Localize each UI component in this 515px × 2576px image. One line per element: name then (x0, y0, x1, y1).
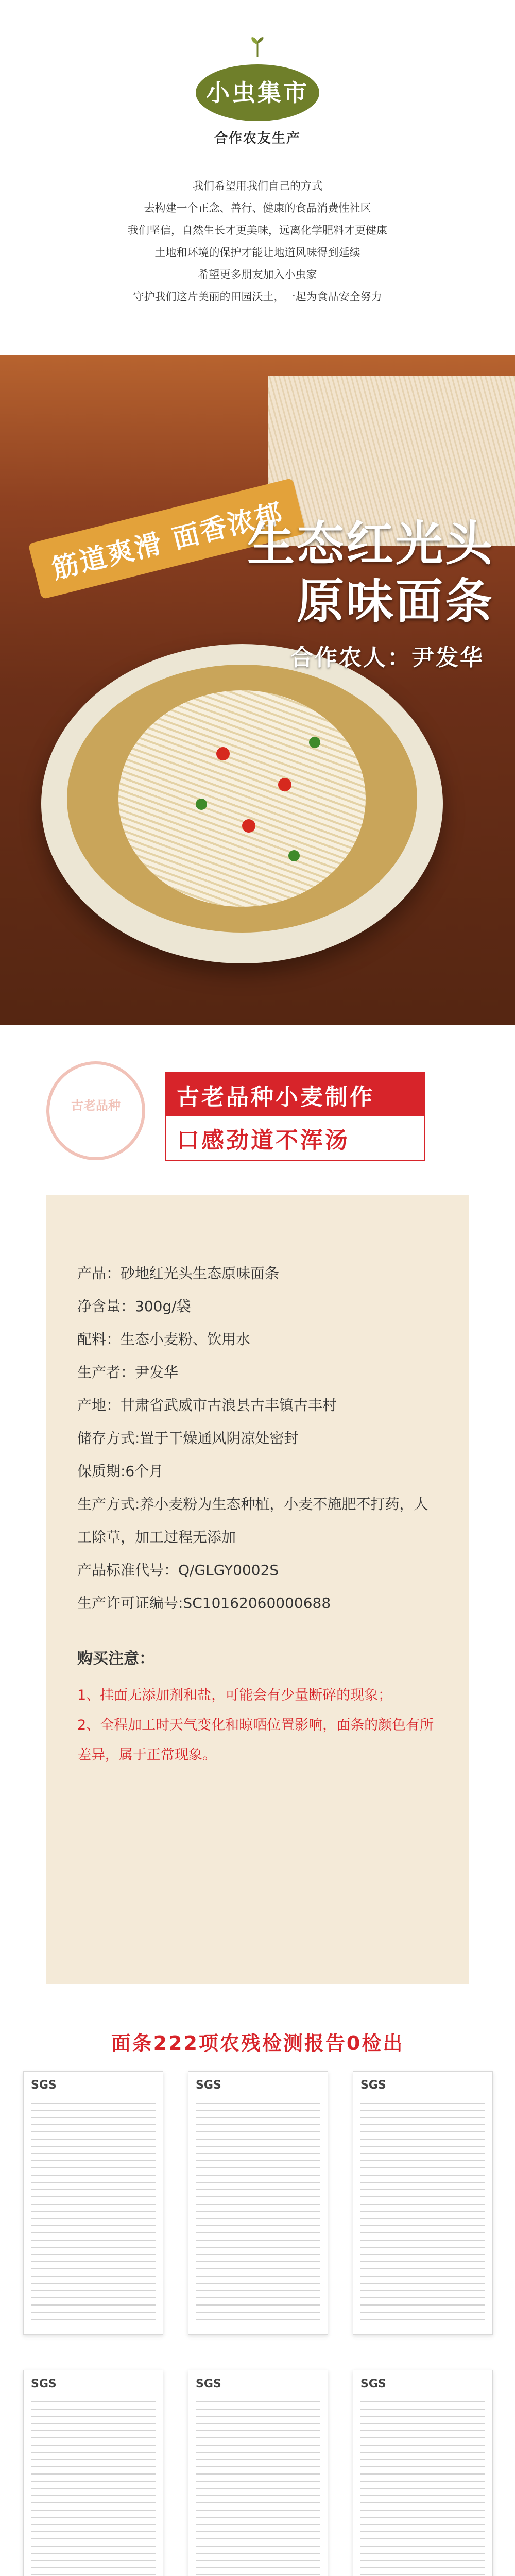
hero-title-line: 原味面条 (296, 574, 494, 629)
hero-title (247, 515, 494, 631)
herb-garnish (288, 850, 300, 861)
hero-author: 合作农人：尹发华 (290, 645, 484, 671)
test-report-image (23, 2370, 163, 2576)
info-row: 产地：甘肃省武威市古浪县古丰镇古丰村 (77, 1397, 337, 1414)
logo-text: 小虫集市 (196, 64, 319, 121)
chili-garnish (242, 819, 255, 833)
test-report-image (188, 2370, 328, 2576)
logo-subtitle: 合作农友生产 (214, 131, 301, 146)
brand-logo (185, 36, 330, 160)
info-row: 产品：砂地红光头生态原味面条 (77, 1265, 280, 1282)
intro-line: 去构建一个正念、善行、健康的食品消费性社区 (144, 202, 371, 214)
info-row: 净含量：300g/袋 (77, 1298, 191, 1315)
info-row: 生产者：尹发华 (77, 1364, 179, 1381)
buy-note: 1、挂面无添加剂和盐，可能会有少量断碎的现象； (77, 1687, 392, 1703)
intro-text (0, 175, 515, 308)
chili-garnish (216, 747, 230, 760)
info-row: 保质期:6个月 (77, 1463, 164, 1480)
intro-line: 我们坚信，自然生长才更美味，远离化学肥料才更健康 (128, 224, 387, 236)
intro-line: 土地和环境的保护才能让地道风味得到延续 (154, 246, 360, 259)
sgs-logo: SGS (31, 2079, 57, 2092)
wheat-box (165, 1072, 425, 1161)
sgs-logo: SGS (196, 2378, 221, 2391)
hero-title-line: 生态红光头 (247, 516, 494, 571)
section-title-text: 面条222项农残检测报告0检出 (111, 2032, 404, 2055)
brand-header (0, 36, 515, 160)
noodles-in-soup-image (118, 690, 366, 907)
info-row: 生产方式:养小麦粉为生态种植，小麦不施肥不打药，人工除草，加工过程无添加 (77, 1496, 428, 1546)
wheat-subline: 口感劲道不浑汤 (177, 1127, 350, 1154)
test-report-image (188, 2071, 328, 2335)
wheat-stamp-text: 古老品种 (71, 1098, 121, 1113)
info-row: 配料：生态小麦粉、饮用水 (77, 1331, 251, 1348)
sgs-logo: SGS (360, 2079, 386, 2092)
info-row: 生产许可证编号:SC10162060000688 (77, 1595, 331, 1612)
chili-garnish (278, 778, 291, 791)
ancient-wheat-banner (0, 1051, 515, 1164)
sgs-logo: SGS (31, 2378, 57, 2391)
hero-noodle-photo (0, 355, 515, 1025)
intro-line: 我们希望用我们自己的方式 (193, 180, 322, 192)
test-report-image (353, 2071, 493, 2335)
hero-tag: 筋道爽滑 面香浓郁 (28, 478, 306, 600)
buy-note: 2、全程加工时天气变化和晾晒位置影响，面条的颜色有所差异，属于正常现象。 (77, 1717, 434, 1763)
info-row: 产品标准代号：Q/GLGY0002S (77, 1562, 279, 1579)
pesticide-report-title (0, 2027, 515, 2056)
wheat-headline: 古老品种小麦制作 (166, 1073, 424, 1116)
intro-line: 守护我们这片美丽的田园沃土，一起为食品安全努力 (133, 291, 382, 303)
sprout-icon (250, 36, 265, 57)
buy-notes-title: 购买注意： (77, 1650, 154, 1668)
intro-line: 希望更多朋友加入小虫家 (198, 268, 317, 281)
test-report-image (353, 2370, 493, 2576)
product-info-list (77, 1257, 438, 1770)
sgs-logo: SGS (360, 2378, 386, 2391)
product-info-card (46, 1195, 469, 1984)
buy-notes (77, 1681, 438, 1770)
sgs-logo: SGS (196, 2079, 221, 2092)
wheat-stamp (46, 1061, 145, 1160)
herb-garnish (196, 799, 207, 810)
info-row: 储存方式:置于干燥通风阴凉处密封 (77, 1430, 299, 1447)
herb-garnish (309, 737, 320, 748)
test-report-image (23, 2071, 163, 2335)
